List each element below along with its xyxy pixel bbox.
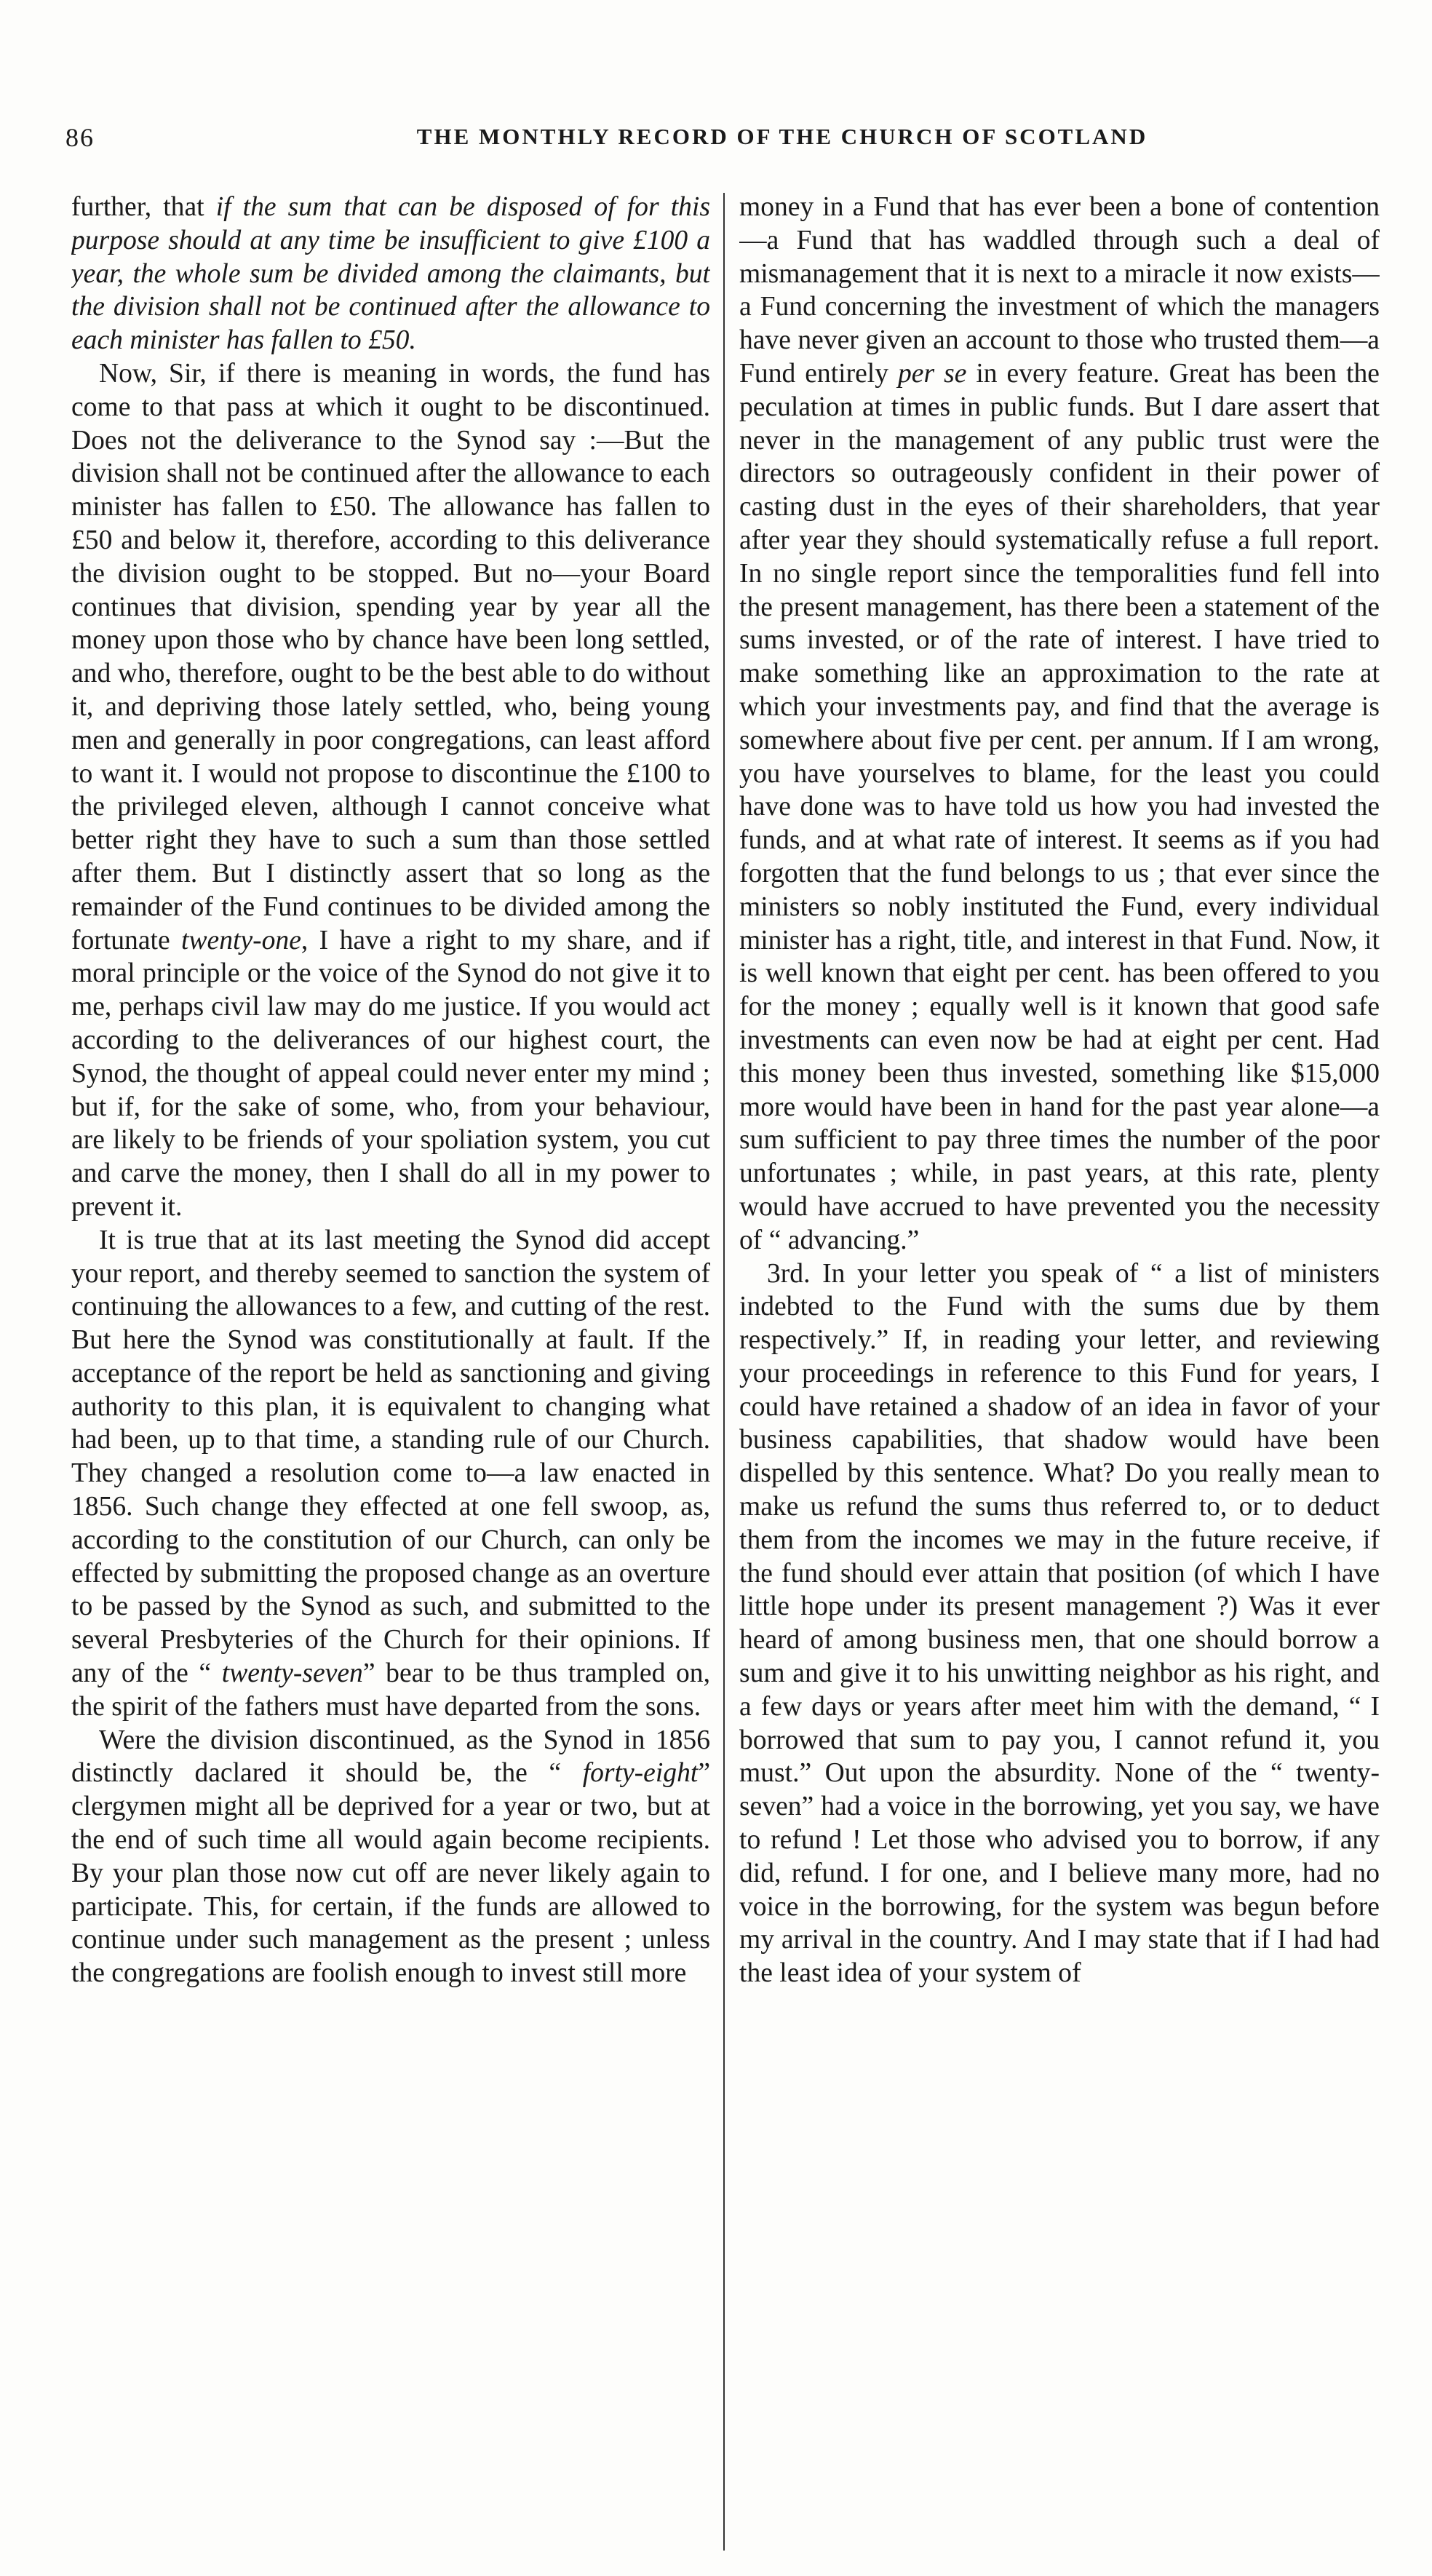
paragraph-text: Now, Sir, if there is meaning in words, the fund has come to that pass at which it ought to be discontinued. Does not the deliverance to the Synod say :—But the division shall not be continued after the allowance to each minister has fallen to £50. The allowance has fallen to £50 and below it, therefore, according to this deliverance the division ought to be stopped. But no—your Board continues that division, spending year by year all the money upon those who by chance have been long settled, and who, therefore, ought to be the best able to do without it, and depriving those lately settled, who, being young men and generally in poor congregations, can least afford to want it. I would not propose to discontinue the £100 to the privileged eleven, although I cannot conceive what better right they have to such a sum than those settled after them. But I distinctly assert that so long as the remainder of the Fund continues to be divided among the fortunate (71, 358, 710, 955)
paragraph (739, 1257, 1380, 1991)
page-number: 86 (65, 123, 95, 152)
quoted-deliverance: if the sum that can be disposed of for this purpose should at any time be insufficient to give £100 a year, the whole sum be divided among the claimants, but the division shall not be continued after the allowance to each minister has fallen to £50. (71, 192, 710, 356)
paragraph-text: money in a Fund that has ever been a bone of contention—a Fund that has waddled through such a deal of mismanagement that it is next to a miracle it now exists—a Fund concerning the investment of which the managers have never given an account to those who trusted them—a Fund entirely (739, 192, 1380, 389)
paragraph-text: in every feature. Great has been the peculation at times in public funds. But I dare assert that never in the management of any public trust were the directors so outrageously confident in their power of casting dust in the eyes of their shareholders, that year after year they should systematically refuse a full report. In no single report since the temporalities fund fell into the present management, has there been a statement of the sums invested, or of the rate of interest. I have tried to make something like an approximation to the rate at which your investments pay, and find that the average is somewhere about five per cent. per annum. If I am wrong, you have yourselves to blame, for the least you could have done was to have told us how you had invested the funds, and at what rate of interest. It seems as if you had forgotten that the fund belongs to us ; that ever since the ministers so nobly instituted the Fund, every individual minister has a right, title, and interest in that Fund. Now, it is well known that eight per cent. has been offered to you for the money ; equally well is it known that good safe investments can even now be had at eight per cent. Had this money been thus invested, something like $15,000 more would have been in hand for the past year alone—a sum sufficient to pay three times the number of the poor unfortunates ; while, in past years, at this rate, plenty would have accrued to have prevented you the necessity of “ advancing.” (739, 358, 1380, 1255)
paragraph-text: further, that (71, 192, 216, 222)
running-head: THE MONTHLY RECORD OF THE CHURCH OF SCOTLAND (416, 124, 1148, 149)
emphasis-text: forty-eight (582, 1758, 699, 1789)
paragraph (739, 191, 1380, 1257)
paragraph (71, 1724, 710, 1990)
paragraph-text: Were the division discontinued, as the Synod in 1856 distinctly daclared it should be, the “ (71, 1725, 710, 1789)
paragraph (71, 191, 710, 357)
paragraph (71, 357, 710, 1224)
paragraph-text: 3rd. In your letter you speak of “ a list of ministers indebted to the Fund with the sums due by them respectively.” If, in reading your letter, and reviewing your proceedings in reference to this Fund for years, I could have retained a shadow of an idea in favor of your business capabilities, that shadow would have been dispelled by this sentence. What? Do you really mean to make us refund the sums thus referred to, or to deduct them from the incomes we may in the future receive, if the fund should ever attain that position (of which I have little hope under its present management ?) Was it ever heard of among business men, that one should borrow a sum and give it to his unwitting neighbor as his right, and a few days or years after meet him with the demand, “ I borrowed that sum to pay you, I cannot refund it, you must.” Out upon the absurdity. None of the “ twenty-seven” had a voice in the borrowing, yet you say, we have to refund ! Let those who advised you to borrow, if any did, refund. I for one, and I believe many more, had no voice in the borrowing, for the system was begun before my arrival in the country. And I may state that if I had had the least idea of your system of (739, 1258, 1380, 1989)
emphasis-text: per se (898, 358, 967, 389)
left-column (71, 191, 710, 2556)
paragraph-text: ” bear to be thus trampled on, the spirit of the fathers must have departed from the sons. (71, 1658, 710, 1722)
paragraph-text: ” clergymen might all be deprived for a year or two, but at the end of such time all would again become recipients. By your plan those now cut off are never likely again to participate. This, for certain, if the funds are allowed to continue under such management as the present ; unless the congregations are foolish enough to invest still more (71, 1758, 710, 1989)
emphasis-text: twenty-one (181, 925, 301, 955)
page-header (65, 122, 1397, 166)
paragraph-text: , I have a right to my share, and if moral principle or the voice of the Synod do not give it to me, perhaps civil law may do me justice. If you would act according to the deliverances of our highest court, the Synod, the thought of appeal could never enter my mind ; but if, for the sake of some, who, from your behaviour, are likely to be friends of your spoliation system, you cut and carve the money, then I shall do all in my power to prevent it. (71, 925, 710, 1222)
paragraph (71, 1224, 710, 1724)
emphasis-text: twenty-seven (221, 1658, 363, 1689)
column-divider (723, 193, 725, 2551)
right-column (739, 191, 1380, 2556)
paragraph-text: It is true that at its last meeting the Synod did accept your report, and thereby seemed to sanction the system of continuing the allowances to a few, and cutting of the rest. But here the Synod was constitutionally at fault. If the acceptance of the report be held as sanctioning and giving authority to this plan, it is equivalent to changing what had been, up to that time, a standing rule of our Church. They changed a resolution come to—a law enacted in 1856. Such change they effected at one fell swoop, as, according to the constitution of our Church, can only be effected by submitting the proposed change as an overture to be passed by the Synod as such, and submitted to the several Presbyteries of the Church for their opinions. If any of the “ (71, 1225, 710, 1689)
